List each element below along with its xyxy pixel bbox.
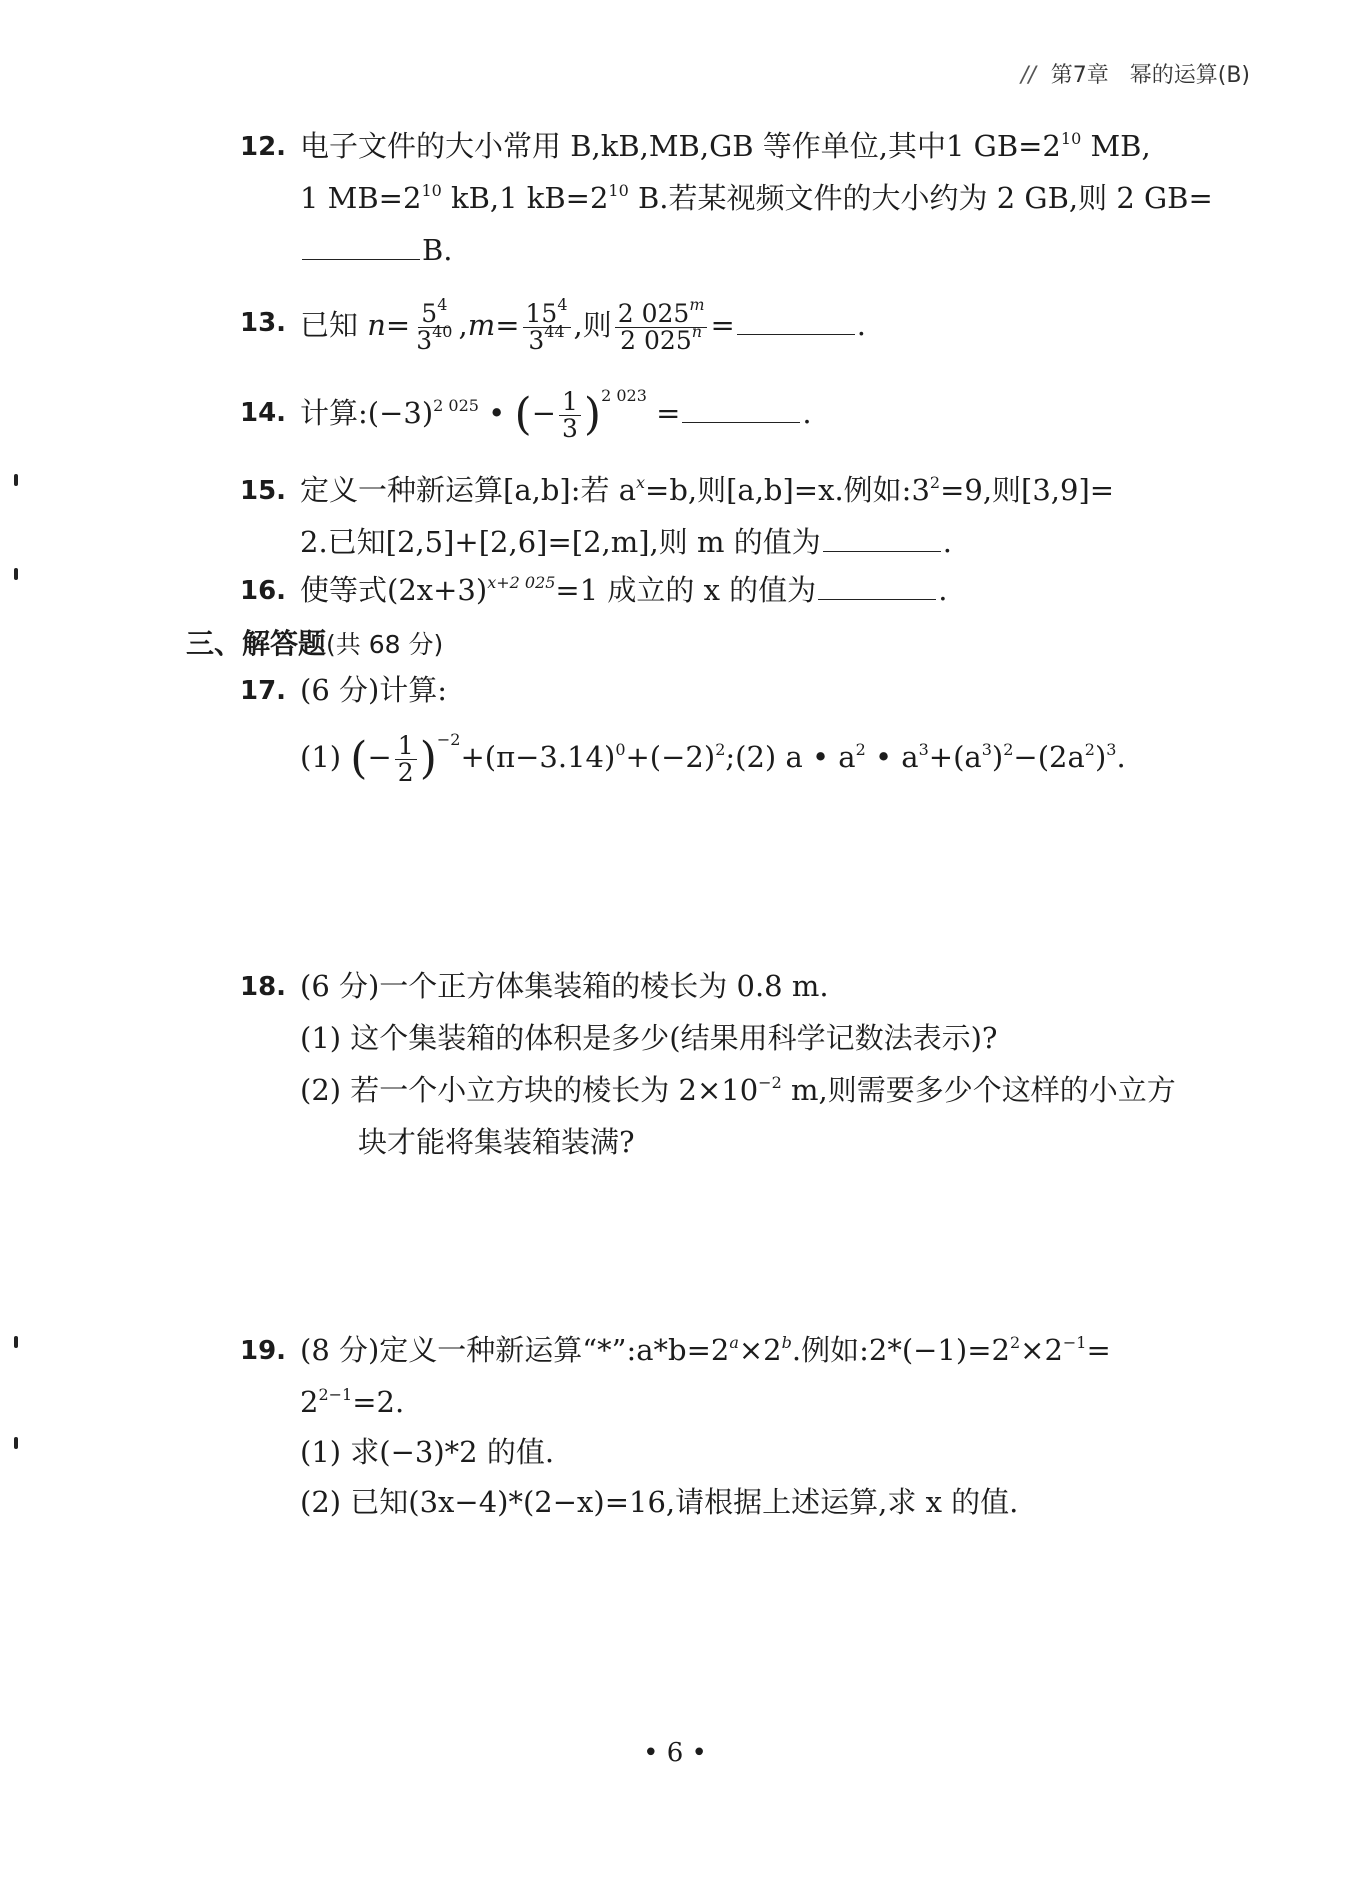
q17-text: −(2a bbox=[1013, 740, 1085, 774]
frac-exp: 40 bbox=[432, 321, 453, 341]
q13-text: ,则 bbox=[573, 308, 612, 342]
q13-text: = bbox=[710, 308, 735, 342]
answer-blank[interactable] bbox=[302, 233, 420, 260]
question-17-number: 17. bbox=[240, 676, 287, 706]
q19-text: (1) 求(−3)*2 的值. bbox=[300, 1435, 555, 1469]
q17-exp: 2 bbox=[715, 740, 726, 759]
frac-num: 5 bbox=[421, 298, 438, 328]
q17-exp: 3 bbox=[981, 740, 992, 759]
frac-den: 2 bbox=[397, 757, 414, 787]
q12-text: 1 MB=2 bbox=[300, 181, 422, 215]
q17-text: (1) bbox=[300, 740, 351, 774]
q17-text: − bbox=[367, 740, 392, 774]
question-16-number: 16. bbox=[240, 576, 287, 606]
q18-text: (1) 这个集装箱的体积是多少(结果用科学记数法表示)? bbox=[300, 1021, 998, 1055]
page-header bbox=[1021, 58, 1250, 89]
q15-exp: 2 bbox=[929, 473, 941, 492]
q19-text: 2 bbox=[300, 1385, 319, 1419]
q17-text: (6 分)计算: bbox=[300, 673, 448, 707]
q15-text: 2.已知[2,5]+[2,6]=[2,m],则 m 的值为 bbox=[300, 525, 821, 559]
q12-text: 电子文件的大小常用 B,kB,MB,GB 等作单位,其中1 GB=2 bbox=[300, 129, 1061, 163]
q15-text: 定义一种新运算[a,b]:若 a bbox=[300, 473, 636, 507]
fraction-n bbox=[413, 294, 455, 355]
page-number: • 6 • bbox=[643, 1738, 707, 1768]
section-points: (共 68 分) bbox=[326, 630, 444, 659]
q17-exp: −2 bbox=[436, 730, 461, 749]
fraction-one-half bbox=[395, 730, 417, 787]
frac-num: 15 bbox=[525, 298, 558, 328]
q17-text: ;(2) a • a bbox=[725, 740, 856, 774]
q12-exp: 10 bbox=[1060, 129, 1082, 148]
q13-text: 已知 bbox=[300, 308, 368, 342]
question-18-part-2-cont bbox=[358, 1124, 635, 1160]
right-paren: ) bbox=[419, 733, 437, 784]
q12-exp: 10 bbox=[608, 181, 629, 200]
question-15-line-2 bbox=[300, 524, 952, 560]
question-13-number: 13. bbox=[240, 308, 287, 338]
q17-text: +(π−3.14) bbox=[460, 740, 616, 774]
q16-text: =1 成立的 x 的值为 bbox=[555, 573, 817, 607]
q17-exp: 2 bbox=[1003, 740, 1014, 759]
q12-text: B.若某视频文件的大小约为 2 GB,则 2 GB= bbox=[628, 181, 1213, 215]
q13-var: n bbox=[367, 308, 386, 342]
q13-text: = bbox=[385, 308, 411, 342]
answer-blank[interactable] bbox=[737, 308, 855, 335]
q17-text: • a bbox=[865, 740, 919, 774]
margin-mark bbox=[14, 568, 18, 580]
q19-exp: a bbox=[729, 1333, 739, 1352]
q16-text: . bbox=[938, 573, 948, 607]
q15-text: =b,则[a,b]=x.例如:3 bbox=[645, 473, 930, 507]
q14-text: 计算:(−3) bbox=[300, 396, 434, 430]
q17-exp: 2 bbox=[855, 740, 866, 759]
frac-exp: n bbox=[691, 321, 703, 341]
margin-mark bbox=[14, 1437, 18, 1449]
left-paren: ( bbox=[350, 733, 368, 784]
fraction-one-third bbox=[559, 386, 581, 443]
q17-exp: 3 bbox=[1106, 740, 1117, 759]
q13-text: . bbox=[856, 308, 867, 342]
q12-exp: 10 bbox=[421, 181, 442, 200]
margin-mark bbox=[14, 474, 18, 486]
q14-text: • bbox=[478, 396, 515, 430]
question-19-part-2 bbox=[300, 1484, 1018, 1520]
q18-exp: −2 bbox=[758, 1073, 782, 1092]
q19-exp: 2 bbox=[1009, 1333, 1021, 1352]
frac-exp: 4 bbox=[437, 294, 448, 314]
left-paren: ( bbox=[514, 389, 532, 440]
answer-blank[interactable] bbox=[823, 525, 941, 552]
question-12-line-1 bbox=[300, 128, 1151, 164]
q17-exp: 3 bbox=[918, 740, 929, 759]
frac-num: 2 025 bbox=[617, 298, 690, 328]
right-paren: ) bbox=[583, 389, 602, 440]
q19-text: (8 分)定义一种新运算“*”:a*b=2 bbox=[300, 1333, 730, 1367]
q15-text: =9,则[3,9]= bbox=[940, 473, 1115, 507]
q12-text: MB, bbox=[1081, 129, 1151, 163]
q16-text: 使等式(2x+3) bbox=[300, 573, 488, 607]
frac-den: 2 025 bbox=[620, 325, 692, 355]
frac-exp: 4 bbox=[557, 294, 568, 314]
q19-text: ×2 bbox=[738, 1333, 782, 1367]
answer-blank[interactable] bbox=[818, 573, 936, 600]
q14-text: − bbox=[531, 396, 556, 430]
q12-text: kB,1 kB=2 bbox=[441, 181, 609, 215]
q19-text: =2. bbox=[352, 1385, 405, 1419]
question-17-parts bbox=[300, 722, 1126, 794]
question-14-number: 14. bbox=[240, 398, 287, 428]
q19-text: = bbox=[1086, 1333, 1111, 1367]
question-13-line bbox=[300, 290, 866, 360]
question-18-header bbox=[300, 968, 829, 1004]
margin-mark bbox=[14, 1336, 18, 1348]
q18-text: m,则需要多少个这样的小立方 bbox=[781, 1073, 1176, 1107]
frac-exp: 44 bbox=[544, 321, 565, 341]
q14-exp: 2 023 bbox=[601, 386, 647, 405]
question-19-part-1 bbox=[300, 1434, 554, 1470]
question-16-line bbox=[300, 572, 947, 608]
q17-text: ) bbox=[991, 740, 1004, 774]
frac-den: 3 bbox=[562, 413, 578, 443]
q17-text: . bbox=[1116, 740, 1126, 774]
q17-text: +(−2) bbox=[625, 740, 716, 774]
q18-text: 块才能将集装箱装满? bbox=[358, 1125, 635, 1159]
section-title: 三、解答题 bbox=[186, 627, 327, 660]
q15-text: . bbox=[942, 525, 952, 559]
question-18-part-1 bbox=[300, 1020, 997, 1056]
q14-text: = bbox=[646, 396, 681, 430]
q18-text: (2) 若一个小立方块的棱长为 2×10 bbox=[300, 1073, 759, 1107]
chapter-label: 第7章 bbox=[1050, 63, 1109, 88]
question-19-line-1 bbox=[300, 1332, 1111, 1368]
question-18-part-2 bbox=[300, 1072, 1176, 1108]
header-slash: // bbox=[1020, 63, 1036, 88]
q15-exp: x bbox=[635, 473, 646, 492]
frac-den: 3 bbox=[528, 325, 545, 355]
q17-exp: 2 bbox=[1084, 740, 1095, 759]
q13-var: m bbox=[467, 308, 496, 342]
q17-text: +(a bbox=[928, 740, 982, 774]
q14-exp: 2 025 bbox=[433, 396, 479, 415]
question-12-number: 12. bbox=[240, 132, 287, 162]
section-3-heading bbox=[186, 622, 443, 662]
question-12-line-2 bbox=[300, 180, 1213, 216]
question-17-header bbox=[300, 672, 447, 708]
q19-text: (2) 已知(3x−4)*(2−x)=16,请根据上述运算,求 x 的值. bbox=[300, 1485, 1019, 1519]
question-14-line bbox=[300, 378, 812, 450]
question-15-number: 15. bbox=[240, 476, 287, 506]
answer-blank[interactable] bbox=[682, 396, 800, 423]
q19-exp: −1 bbox=[1062, 1333, 1087, 1352]
q19-exp: 2−1 bbox=[318, 1385, 353, 1404]
chapter-title: 幂的运算(B) bbox=[1129, 63, 1250, 88]
question-18-number: 18. bbox=[240, 972, 287, 1002]
question-15-line-1 bbox=[300, 472, 1114, 508]
q12-text: B. bbox=[422, 233, 453, 267]
fraction-ratio bbox=[615, 294, 708, 355]
frac-den: 3 bbox=[416, 325, 433, 355]
q19-text: ×2 bbox=[1020, 1333, 1063, 1367]
q18-text: (6 分)一个正方体集装箱的棱长为 0.8 m. bbox=[300, 969, 829, 1003]
q14-text: . bbox=[802, 396, 812, 430]
question-19-line-2 bbox=[300, 1384, 404, 1420]
q19-exp: b bbox=[781, 1333, 792, 1352]
q17-exp: 0 bbox=[615, 740, 626, 759]
frac-num: 1 bbox=[559, 389, 581, 416]
frac-num: 1 bbox=[395, 733, 417, 760]
question-12-line-3 bbox=[300, 232, 453, 268]
q16-exp: x+2 025 bbox=[487, 573, 556, 592]
fraction-m bbox=[523, 294, 571, 355]
question-19-number: 19. bbox=[240, 1336, 287, 1366]
frac-exp: m bbox=[689, 294, 705, 314]
q19-text: .例如:2*(−1)=2 bbox=[791, 1333, 1010, 1367]
q13-text: , bbox=[458, 308, 468, 342]
q13-text: = bbox=[495, 308, 520, 342]
q17-text: ) bbox=[1094, 740, 1107, 774]
